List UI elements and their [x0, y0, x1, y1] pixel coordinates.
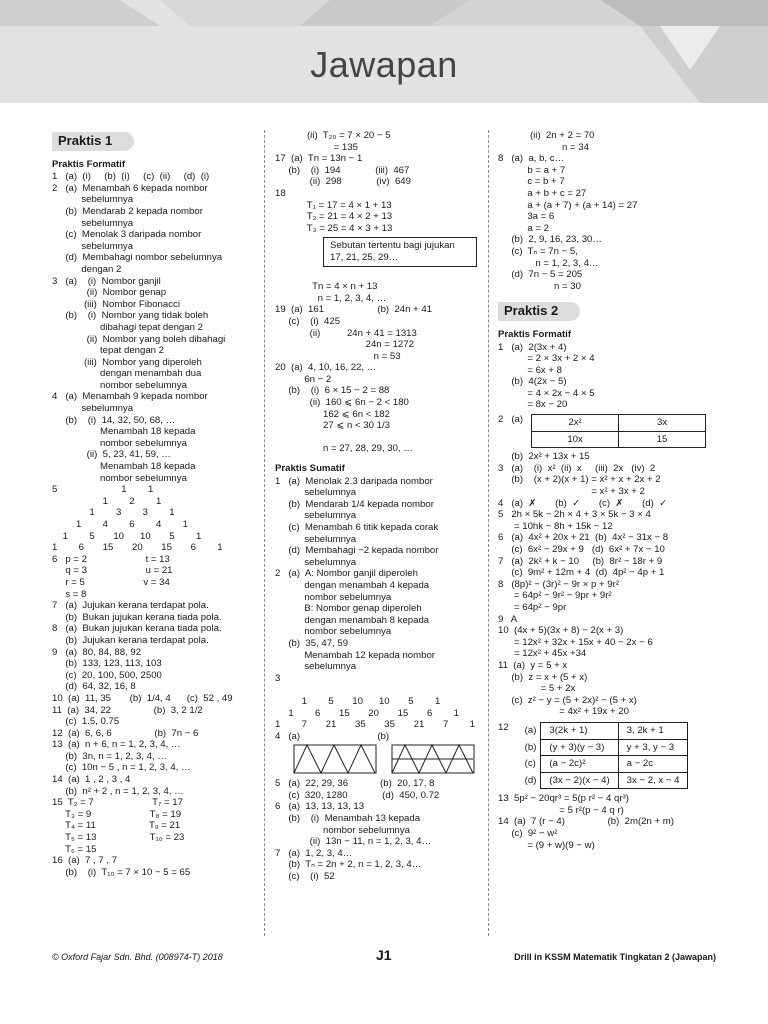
answer-line: (c) Tₙ = 7n − 5,: [498, 245, 578, 257]
answer-line: (d) 7n − 5 = 205: [498, 269, 583, 281]
answer-line: dengan menambah dua: [52, 368, 202, 380]
answer-line: n = 34: [498, 141, 589, 153]
answer-list: [498, 793, 724, 851]
answer-line: [275, 432, 485, 444]
answer-line: 3: [275, 672, 281, 684]
answer-line: (b) 4(2x − 5): [498, 376, 567, 388]
table-cell-expr: (a − 2c)²: [541, 756, 618, 773]
table-cell-factors: 3x − 2, x − 4: [618, 772, 688, 789]
answer-line: (d) Membahagi nombor sebelumnya: [52, 252, 223, 264]
answer-line: (ii) 2n + 2 = 70: [498, 130, 595, 141]
answer-line: = 4 × 2x − 4 × 5: [498, 387, 595, 399]
answer-list: [498, 451, 724, 718]
answer-line: a = 2: [498, 222, 549, 234]
answer-line: (b) 2x² + 13x + 15: [498, 451, 590, 463]
answer-line: (c) Menolak 3 daripada nombor: [52, 229, 202, 241]
answer-line: 13 5p² − 20qr³ = 5(p r² − 4 qr³): [498, 793, 629, 805]
answer-line: (ii) 5, 23, 41, 59, …: [52, 449, 171, 461]
answer-line: = 4x² + 19x + 20: [498, 706, 629, 718]
triangle-pattern-a: [293, 744, 377, 774]
answer-line: (ii) 13n − 11, n = 1, 2, 3, 4…: [275, 836, 432, 848]
answer-list: [52, 171, 260, 878]
answer-line: 1 5 10 10 5 1: [52, 530, 202, 542]
answer-line: 6 (a) 13, 13, 13, 13: [275, 801, 365, 813]
answer-line: 1 7 21 35 35 21 7 1: [275, 719, 475, 731]
table-cell-expr: 3(2k + 1): [541, 722, 618, 739]
answer-line: n = 30: [498, 280, 581, 292]
table-cell: 2x²: [532, 415, 619, 432]
header-banner: [0, 0, 768, 103]
answer-line: 24n = 1272: [275, 339, 414, 351]
answer-list: [498, 130, 724, 292]
answer-line: 4 (a) ✗ (b) ✓ (c) ✗ (d) ✓: [498, 497, 668, 509]
answer-line: T₆ = 15: [52, 843, 97, 855]
answer-list: [275, 130, 485, 234]
answer-line: nombor sebelumnya: [52, 472, 187, 484]
answer-line: (b) (i) Menambah 13 kepada: [275, 813, 421, 825]
answer-list: [498, 342, 724, 412]
table-row: [521, 739, 688, 756]
answer-line: 16 (a) 7 , 7 , 7: [52, 855, 118, 867]
answer-line: n = 53: [275, 350, 401, 362]
answer-line: T₄ = 11 T₉ = 21: [52, 820, 181, 832]
answer-line: (c) 1.5, 0.75: [52, 716, 120, 728]
answer-line: 6 p = 2 t = 13: [52, 553, 170, 565]
subsection-heading: Praktis Formatif: [498, 328, 572, 340]
answer-line: (b) 3n, n = 1, 2, 3, 4, …: [52, 750, 167, 762]
answer-line: 27 ⩽ n < 30 1/3: [275, 420, 390, 432]
answer-line: r = 5 v = 34: [52, 576, 170, 588]
answer-line: 11 (a) 34, 22 (b) 3, 2 1/2: [52, 704, 203, 716]
answer-line: b = a + 7: [498, 164, 566, 176]
answer-line: sebelumnya: [275, 510, 357, 522]
answer-line: (b) (i) T₁₀ = 7 × 10 − 5 = 65: [52, 866, 191, 878]
table-cell: 15: [619, 431, 706, 448]
answer-line: 8 (8p)² − (3r)² − 9r × p + 9r²: [498, 578, 620, 590]
answer-line: nombor sebelumnya: [275, 824, 410, 836]
answer-line: 2 (a) A: Nombor ganjil diperoleh: [275, 568, 418, 580]
page-number: J1: [376, 947, 392, 963]
answer-line: 5 (a) 22, 29, 36 (b) 20, 17, 8: [275, 778, 435, 790]
answer-line: n = 1, 2, 3, 4…: [498, 257, 599, 269]
answer-line: (iii) Nombor Fibonacci: [52, 298, 180, 310]
answer-line: = 135: [275, 141, 358, 153]
answer-line: sebelumnya: [52, 194, 134, 206]
answer-line: dengan menambah 8 kepada: [275, 614, 430, 626]
answer-line: 19 (a) 161 (b) 24n + 41: [275, 304, 433, 316]
answer-line: 9 A: [498, 613, 518, 625]
answer-line: 2 (a) Menambah 6 kepada nombor: [52, 182, 208, 194]
book-title: Drill in KSSM Matematik Tingkatan 2 (Jawapan): [514, 952, 716, 962]
answer-line: (c) (i) 425: [275, 315, 341, 327]
table-cell-part: (c): [524, 758, 536, 770]
table-cell-part: (d): [524, 774, 537, 786]
answer-line: 1 2 1: [52, 495, 162, 507]
answer-line: [275, 270, 485, 282]
answer-line: (c) 6x² − 29x + 9 (d) 6x² + 7x − 10: [498, 544, 665, 555]
answer-line: (ii) Nombor genap: [52, 287, 167, 299]
answer-line: (b) (i) 14, 32, 50, 68, …: [52, 414, 176, 426]
answer-line: dibahagi tepat dengan 2: [52, 321, 203, 333]
answer-line: 17 (a) Tn = 13n − 1: [275, 153, 363, 165]
answer-line: nombor sebelumnya: [275, 626, 392, 638]
answer-line: (b) 35, 47, 59: [275, 637, 349, 649]
subsection-heading: Praktis Sumatif: [275, 463, 345, 475]
answer-list: [275, 476, 485, 743]
answer-line: Menambah 18 kepada: [52, 426, 196, 438]
table-cell-part: (b): [524, 741, 537, 753]
answer-line: = x² + 3x + 2: [498, 486, 645, 498]
answer-line: 3a = 6: [498, 211, 555, 223]
answer-line: (iii) Nombor yang diperoleh: [52, 356, 202, 368]
answer-list: [275, 270, 485, 456]
answer-line: = 64p² − 9pr: [498, 601, 567, 613]
answer-line: [275, 684, 485, 696]
answer-line: (b) (i) 6 × 15 − 2 = 88: [275, 385, 390, 397]
answer-line: nombor sebelumnya: [52, 379, 187, 391]
answer-line: Menambah 12 kepada nombor: [275, 649, 435, 661]
expansion-table: [531, 414, 706, 448]
answer-line: (c) 9² − w²: [498, 828, 558, 840]
answer-line: 162 ⩽ 6n < 182: [275, 408, 390, 420]
callout-box: Sebutan tertentu bagi jujukan 17, 21, 25, 29…: [323, 237, 477, 266]
answer-line: 3 (a) (i) Nombor ganjil: [52, 275, 161, 287]
answer-line: (c) (i) 52: [275, 871, 335, 883]
triangle-pattern-figures: [293, 744, 485, 774]
answer-line: nombor sebelumnya: [275, 591, 392, 603]
column-divider: [264, 130, 265, 936]
answer-line: (ii) 160 ⩽ 6n − 2 < 180: [275, 397, 409, 409]
answer-line: (b) 133, 123, 113, 103: [52, 658, 162, 670]
answer-line: = 12x² + 45x +34: [498, 648, 587, 660]
answer-line: 10 (a) 11, 35 (b) 1/4, 4 (c) 52 , 49: [52, 692, 233, 704]
answer-line: (c) Menambah 6 titik kepada corak: [275, 522, 439, 533]
table-row: [521, 722, 688, 739]
answer-line: = 8x − 20: [498, 399, 568, 411]
answer-line: 15 T₂ = 7 T₇ = 17: [52, 797, 183, 809]
answer-line: 7 (a) 2k² + k − 10 (b) 8r² − 18r + 9: [498, 555, 663, 567]
answer-line: = 2 × 3x + 2 × 4: [498, 353, 595, 365]
answer-line: (ii) T₂₀ = 7 × 20 − 5: [275, 130, 391, 141]
answer-line: (ii) 24n + 41 = 1313: [275, 327, 417, 339]
section-heading: Praktis 1: [52, 132, 134, 151]
answer-line: 1 4 6 4 1: [52, 519, 188, 530]
answer-line: 14 (a) 7 (r − 4) (b) 2m(2n + m): [498, 816, 674, 828]
answer-line: 8 (a) Bukan jujukan kerana tiada pola.: [52, 623, 222, 635]
table-cell-part: (a): [524, 724, 537, 736]
answer-line: (c) 9m² + 12m + 4 (d) 4p² − 4p + 1: [498, 567, 665, 579]
answer-line: 4 (a) (b): [275, 730, 390, 742]
answer-line: Menambah 18 kepada: [52, 461, 196, 473]
answer-line: B: Nombor genap diperoleh: [275, 603, 422, 615]
answer-line: (b) 2, 9, 16, 23, 30…: [498, 234, 602, 246]
answer-line: (b) (i) 194 (iii) 467: [275, 164, 410, 176]
answer-line: = 5 + 2x: [498, 683, 576, 695]
answer-line: sebelumnya: [275, 556, 357, 568]
answer-line: 1 3 3 1: [52, 507, 175, 519]
answer-line: = 12x² + 32x + 15x + 40 − 2x − 6: [498, 636, 653, 648]
table-row: [521, 756, 688, 773]
answer-line: (d) Membahagi −2 kepada nombor: [275, 545, 439, 557]
answer-line: 4 (a) Menambah 9 kepada nombor: [52, 391, 208, 403]
answer-line: dengan 2: [52, 263, 122, 275]
answer-line: 20 (a) 4, 10, 16, 22, …: [275, 362, 377, 374]
answer-line: 3 (a) (i) x² (ii) x (iii) 2x (iv) 2: [498, 462, 656, 474]
subsection-heading: Praktis Formatif: [52, 158, 126, 170]
answer-line: (b) z = x + (5 + x): [498, 671, 588, 683]
answer-line: (b) (x + 2)(x + 1) = x² + x + 2x + 2: [498, 474, 661, 486]
answer-line: 5 1 1: [52, 484, 154, 496]
answer-list: [275, 778, 485, 882]
answer-line: 1 6 15 20 15 6 1: [52, 542, 223, 554]
answer-line: (c) 10n − 5 , n = 1, 2, 3, 4, …: [52, 762, 191, 774]
table-cell-factors: y + 3, y − 3: [618, 739, 688, 756]
answer-line: = (9 + w)(9 − w): [498, 839, 595, 851]
table-cell: 3x: [619, 415, 706, 432]
column-divider: [488, 130, 489, 936]
answer-line: c = b + 7: [498, 176, 565, 188]
answer-line: T₅ = 13 T₁₀ = 23: [52, 832, 185, 844]
answer-line: (c) 320, 1280 (d) 450, 0.72: [275, 789, 440, 801]
table-row: [521, 772, 688, 789]
answer-line: (d) 64, 32, 16, 8: [52, 681, 136, 693]
answer-line: T₃ = 25 = 4 × 3 + 13: [275, 222, 393, 234]
answer-line: a + (a + 7) + (a + 14) = 27: [498, 199, 638, 211]
answer-line: (b) Mendarab 1/4 kepada nombor: [275, 498, 434, 510]
answer-line: 6 (a) 4x² + 20x + 21 (b) 4x² − 31x − 8: [498, 532, 669, 544]
answer-line: 9 (a) 80, 84, 88, 92: [52, 646, 142, 658]
answer-line: 7 (a) Jujukan kerana terdapat pola.: [52, 600, 209, 612]
answer-line: 10 (4x + 5)(3x + 8) − 2(x + 3): [498, 625, 624, 637]
answer-line: 14 (a) 1 , 2 , 3 , 4: [52, 774, 131, 786]
answer-line: 7 (a) 1, 2, 3, 4…: [275, 847, 353, 859]
answer-line: 13 (a) n + 6, n = 1, 2, 3, 4, …: [52, 739, 181, 751]
column-2: [275, 130, 485, 883]
column-3: [498, 130, 724, 851]
answer-line: n = 1, 2, 3, 4, …: [275, 292, 387, 304]
answer-line: 18: [275, 187, 286, 199]
answer-line: T₁ = 17 = 4 × 1 + 13: [275, 199, 392, 211]
answer-line: (c) 20, 100, 500, 2500: [52, 669, 162, 681]
answer-line: (b) Mendarab 2 kepada nombor: [52, 205, 203, 217]
answer-line: 1 (a) Menolak 2.3 daripada nombor: [275, 475, 433, 487]
column-1: [52, 130, 260, 878]
answer-line: = 10hk − 8h + 15k − 12: [498, 520, 613, 532]
answer-line: = 5 r²(p − 4 q r): [498, 804, 624, 816]
answer-line: q = 3 u = 21: [52, 565, 173, 577]
section-heading: Praktis 2: [498, 302, 580, 321]
answer-line: 6n − 2: [275, 373, 332, 385]
table-cell: 10x: [532, 431, 619, 448]
answer-line: 11 (a) y = 5 + x: [498, 659, 568, 671]
answer-line: sebelumnya: [52, 403, 134, 415]
answer-line: sebelumnya: [275, 533, 357, 545]
table-cell-expr: (3x − 2)(x − 4): [541, 772, 618, 789]
answer-line: sebelumnya: [275, 661, 357, 673]
question-label: 12: [498, 721, 509, 733]
answer-line: Tn = 4 × n + 13: [275, 281, 378, 293]
answer-line: (b) Bukan jujukan kerana tiada pola.: [52, 611, 222, 623]
answer-line: sebelumnya: [52, 217, 134, 229]
answer-line: (c) z² − y = (5 + 2x)² − (5 + x): [498, 694, 637, 706]
answer-line: 1 (a) (i) (b) (i) (c) (ii) (d) (i): [52, 171, 210, 183]
answer-line: (b) Tₙ = 2n + 2, n = 1, 2, 3, 4…: [275, 859, 422, 871]
table-cell-expr: (y + 3)(y − 3): [541, 739, 618, 756]
answer-line: 1 5 10 10 5 1: [275, 695, 441, 707]
answer-line: a + b + c = 27: [498, 187, 587, 199]
answer-line: (ii) 298 (iv) 649: [275, 176, 411, 188]
answer-line: dengan menambah 4 kepada: [275, 579, 430, 591]
answer-line: 12 (a) 6, 6, 6 (b) 7n − 6: [52, 727, 199, 739]
answer-line: (b) (i) Nombor yang tidak boleh: [52, 310, 209, 322]
answer-line: tepat dengan 2: [52, 345, 164, 357]
page-title: Jawapan: [310, 44, 458, 85]
answer-line: (b) n² + 2 , n = 1, 2, 3, 4, …: [52, 785, 184, 797]
answer-line: sebelumnya: [52, 240, 134, 252]
factorisation-table: [521, 722, 689, 789]
answer-line: T₃ = 9 T₈ = 19: [52, 808, 182, 820]
page-footer: [52, 949, 716, 965]
answer-line: 1 6 15 20 15 6 1: [275, 707, 459, 719]
answer-line: s = 8: [52, 588, 87, 600]
answer-line: = 64p² − 9r² − 9pr + 9r²: [498, 590, 612, 602]
answer-line: 5 2h × 5k − 2h × 4 + 3 × 5k − 3 × 4: [498, 509, 651, 521]
answer-line: 8 (a) a, b, c…: [498, 153, 565, 165]
answer-line: 1 (a) 2(3x + 4): [498, 341, 567, 353]
table-cell-factors: a − 2c: [618, 756, 688, 773]
question-label: 2 (a): [498, 414, 524, 426]
answer-line: n = 27, 28, 29, 30, …: [275, 443, 413, 455]
answer-line: (b) Jujukan kerana terdapat pola.: [52, 634, 209, 646]
answer-line: sebelumnya: [275, 487, 357, 499]
answer-line: = 6x + 8: [498, 364, 562, 376]
triangle-pattern-b: [391, 744, 475, 774]
answer-line: T₂ = 21 = 4 × 2 + 13: [275, 211, 393, 223]
answer-line: (ii) Nombor yang boleh dibahagi: [52, 333, 226, 345]
copyright-text: © Oxford Fajar Sdn. Bhd. (008974-T) 2018: [52, 952, 223, 962]
answer-line: nombor sebelumnya: [52, 437, 187, 449]
table-cell-factors: 3, 2k + 1: [618, 722, 688, 739]
